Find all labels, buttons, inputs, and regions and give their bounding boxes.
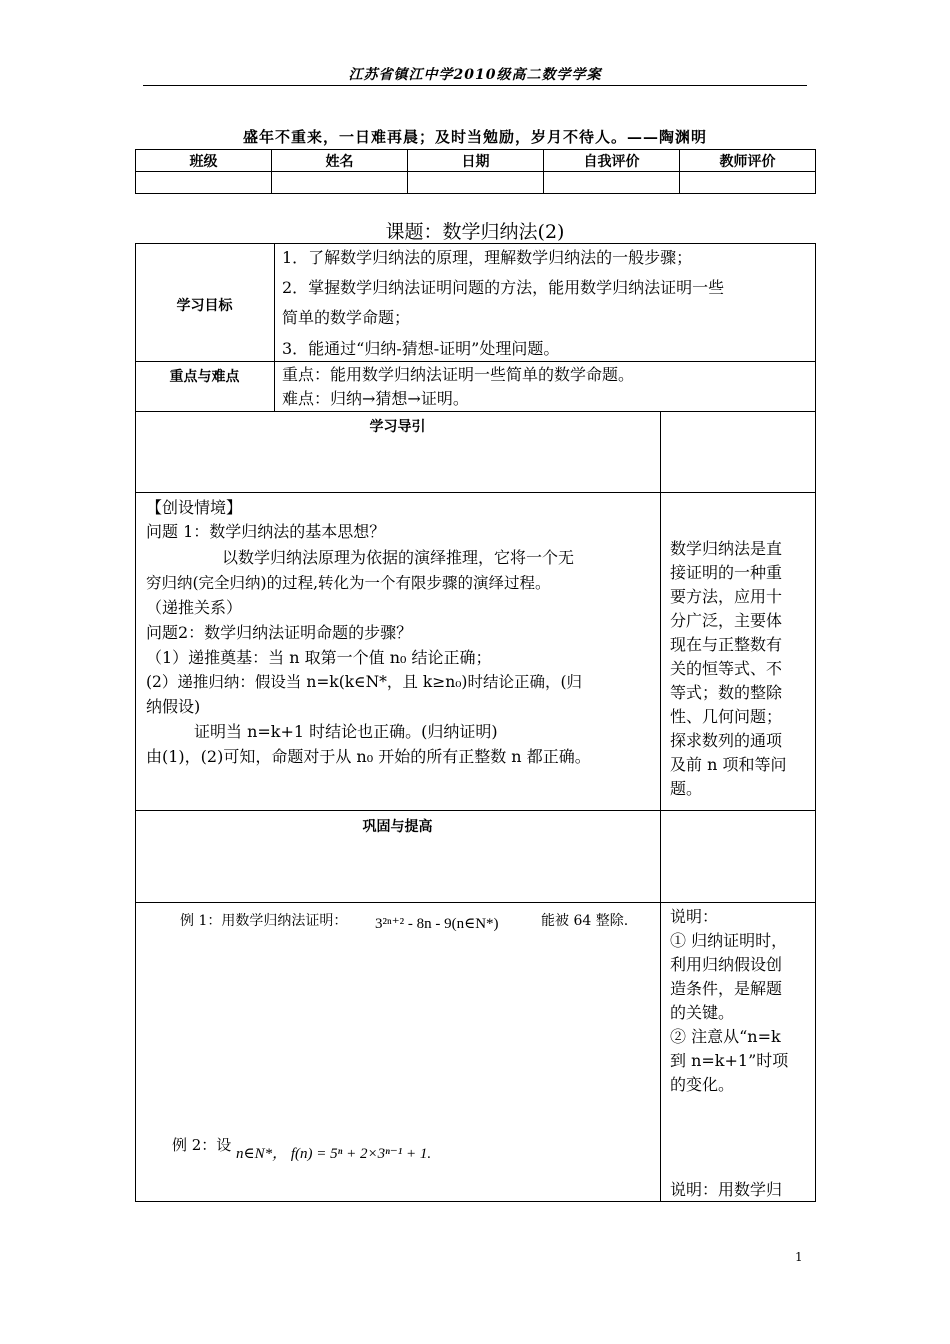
side-note-line: 数学归纳法是直 — [670, 539, 783, 558]
answer-1-line-2: 穷归纳(完全归纳)的过程,转化为一个有限步骤的演绎过程。 — [146, 574, 551, 592]
consolidate-label: 巩固与提高 — [362, 819, 433, 835]
side-note-line: 探求数列的通项 — [670, 731, 783, 750]
step-2: (2）递推归纳：假设当 n=k(k∈N*，且 k≥n₀)时结论正确，(归 — [146, 673, 583, 691]
side-note-line: 及前 n 项和等问 — [670, 755, 787, 774]
side-note-line: 分广泛，主要体 — [670, 611, 783, 630]
note-line: ② 注意从“n=k — [670, 1027, 781, 1046]
keypoints-label: 重点与难点 — [169, 369, 240, 385]
eval-header-teacher: 教师评价 — [680, 150, 816, 172]
side-note-line: 题。 — [670, 779, 703, 798]
side-note-line: 性、几何问题； — [670, 707, 783, 726]
header-divider — [143, 85, 807, 86]
evaluation-table — [135, 149, 816, 194]
side-note-line: 要方法，应用十 — [670, 587, 783, 606]
row-divider-context — [135, 810, 816, 811]
table-top-border — [135, 243, 816, 244]
motto: 盛年不重来，一日难再晨；及时当勉励，岁月不待人。——陶渊明 — [242, 128, 707, 146]
side-note-line: 现在与正整数有 — [670, 635, 783, 654]
answer-1-line-1: 以数学归纳法原理为依据的演绎推理，它将一个无 — [222, 548, 575, 567]
context-side-note — [670, 537, 786, 801]
difficult-point: 难点：归纳→猜想→证明。 — [282, 389, 469, 408]
guide-label: 学习导引 — [369, 419, 426, 435]
note-line: 的变化。 — [670, 1075, 735, 1094]
eval-input-row — [136, 172, 816, 194]
row-divider-objectives — [135, 361, 816, 362]
page-number: 1 — [795, 1250, 803, 1264]
header-title: 江苏省镇江中学2010级高二数学学案 — [348, 67, 602, 83]
question-2: 问题2：数学归纳法证明命题的步骤？ — [146, 623, 413, 642]
objective-2: 2．掌握数学归纳法证明问题的方法，能用数学归纳法证明一些 — [282, 278, 725, 297]
side-note-line: 接证明的一种重 — [670, 563, 783, 582]
table-left-border — [135, 243, 136, 1201]
question-1: 问题 1：数学归纳法的基本思想？ — [146, 522, 386, 541]
eval-header-date: 日期 — [408, 150, 544, 172]
eval-header-row — [136, 150, 816, 172]
row-divider-guide — [135, 492, 816, 493]
row-divider-consolidate — [135, 902, 816, 903]
side-note-line: 关的恒等式、不 — [670, 659, 783, 678]
eval-header-name: 姓名 — [272, 150, 408, 172]
step-1: （1）递推奠基：当 n 取第一个值 n₀ 结论正确； — [146, 648, 492, 667]
side-note-line: 等式；数的整除 — [670, 683, 783, 702]
objective-2-cont: 简单的数学命题； — [282, 308, 411, 327]
objectives-label: 学习目标 — [176, 298, 233, 314]
example-1-formula: 3²ⁿ⁺² - 8n - 9(n∈N*) — [375, 916, 499, 932]
example-1-prefix: 例 1：用数学归纳法证明： — [180, 913, 348, 929]
note-line: 到 n=k+1”时项 — [670, 1051, 789, 1070]
example-2-note: 说明：用数学归 — [670, 1180, 783, 1199]
note-line: 造条件，是解题 — [670, 979, 783, 998]
example-2-formula: n∈N*， f(n) = 5ⁿ + 2×3ⁿ⁻¹ + 1. — [236, 1146, 432, 1162]
note-column-divider — [660, 411, 661, 1201]
example-2-prefix: 例 2：设 — [172, 1136, 232, 1154]
step-2-proof: 证明当 n=k+1 时结论也正确。(归纳证明) — [194, 722, 498, 741]
example-1-note — [670, 905, 788, 1097]
note-line: 的关键。 — [670, 1003, 735, 1022]
key-point: 重点：能用数学归纳法证明一些简单的数学命题。 — [282, 365, 635, 384]
eval-cell-class[interactable] — [136, 172, 272, 194]
objective-1: 1．了解数学归纳法的原理，理解数学归纳法的一般步骤； — [282, 248, 693, 267]
objective-3: 3．能通过“归纳-猜想-证明”处理问题。 — [282, 339, 560, 358]
row-divider-keypoints — [135, 411, 816, 412]
answer-1-line-3: （递推关系） — [146, 598, 243, 617]
lesson-title: 课题：数学归纳法(2) — [385, 221, 565, 243]
example-1-suffix: 能被 64 整除. — [541, 913, 629, 929]
eval-cell-name[interactable] — [272, 172, 408, 194]
eval-cell-teacher[interactable] — [680, 172, 816, 194]
note-line: 说明： — [670, 907, 719, 926]
eval-header-class: 班级 — [136, 150, 272, 172]
note-line: 利用归纳假设创 — [670, 955, 783, 974]
eval-cell-self[interactable] — [544, 172, 680, 194]
eval-header-self: 自我评价 — [544, 150, 680, 172]
context-heading: 【创设情境】 — [146, 498, 243, 517]
step-2-cont: 纳假设) — [146, 697, 201, 716]
eval-cell-date[interactable] — [408, 172, 544, 194]
table-right-border — [815, 243, 816, 1201]
label-column-divider — [274, 243, 275, 411]
conclusion: 由(1)，(2)可知，命题对于从 n₀ 开始的所有正整数 n 都正确。 — [146, 747, 591, 766]
note-line: ① 归纳证明时， — [670, 931, 788, 950]
